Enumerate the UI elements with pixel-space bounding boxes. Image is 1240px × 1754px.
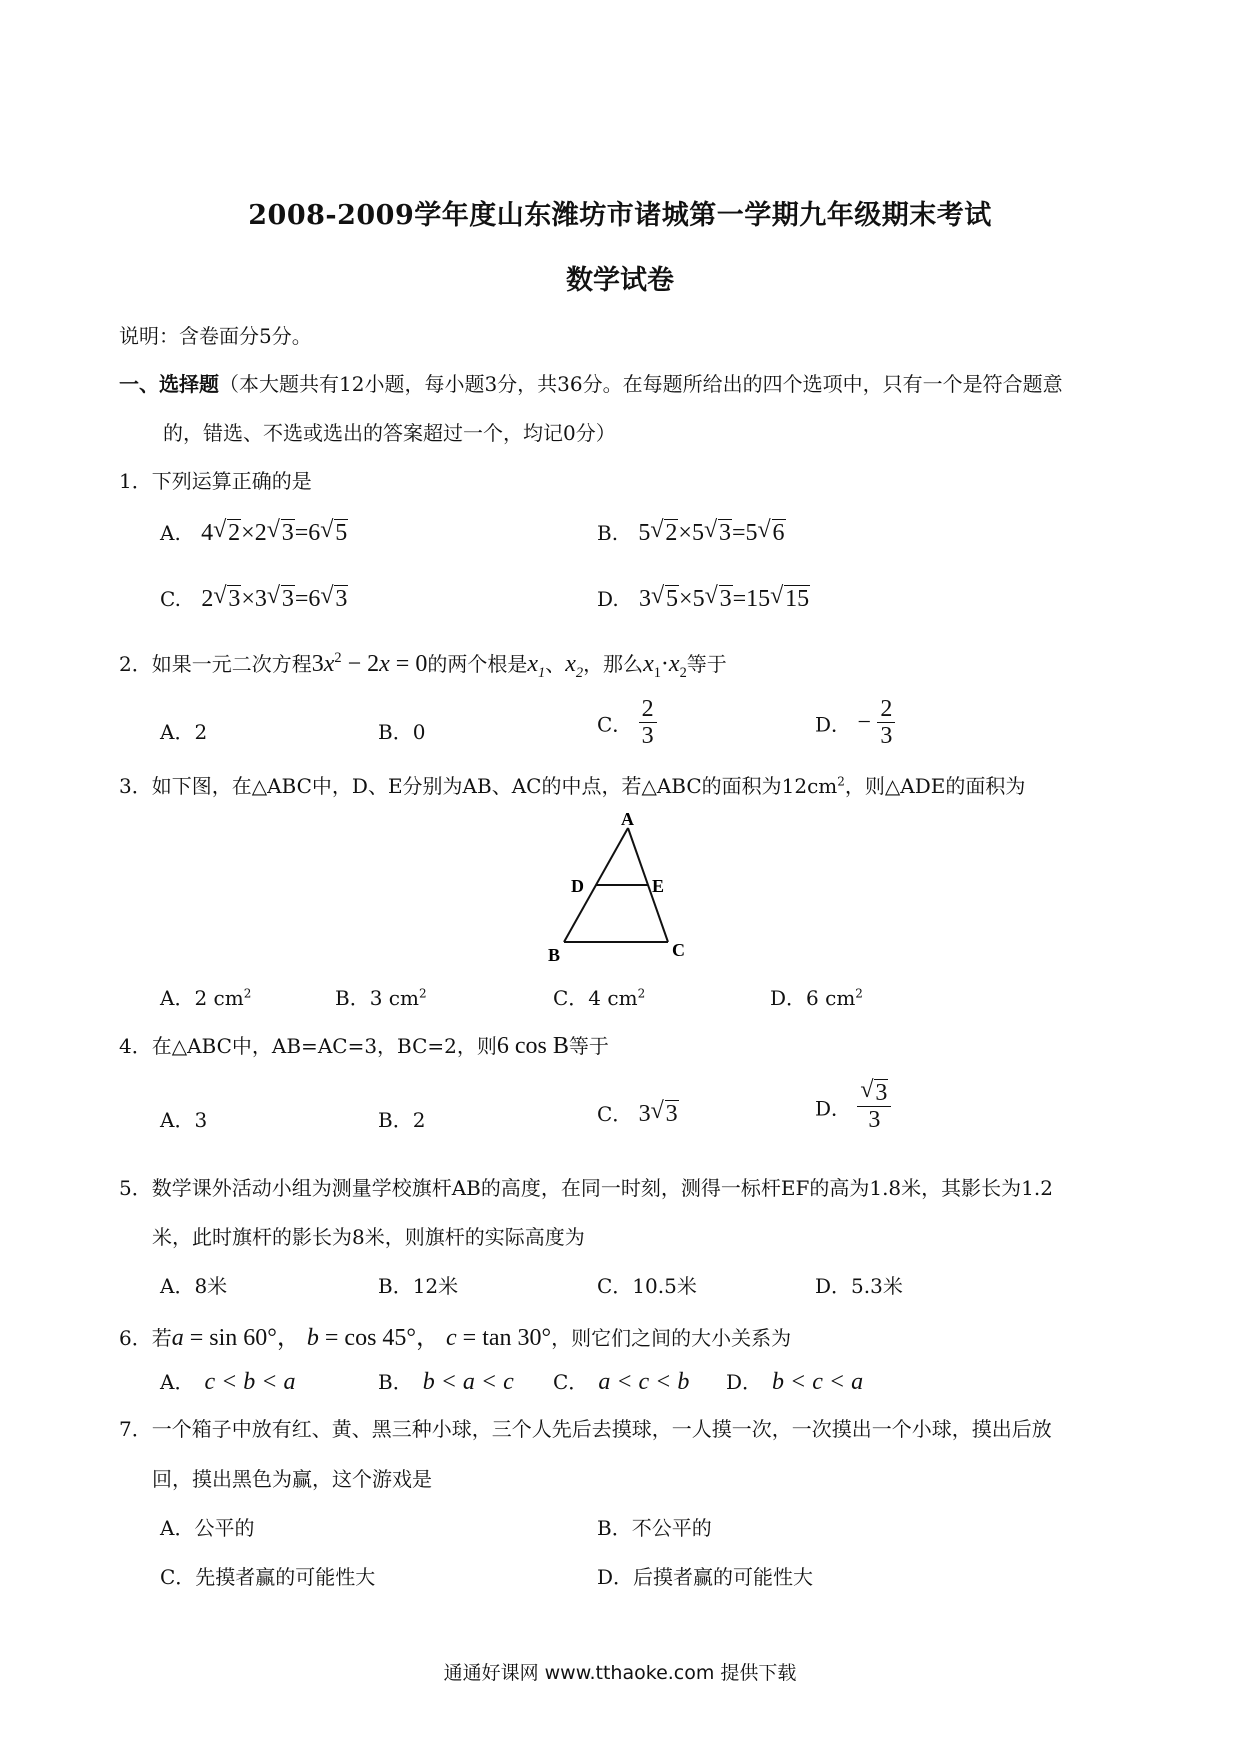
q1-option-b xyxy=(597,520,786,547)
q3-option-a xyxy=(160,982,251,1011)
q2-c-num: 2 xyxy=(639,696,657,723)
q1-option-c xyxy=(160,586,348,613)
q3-c-sup: 2 xyxy=(637,986,646,1001)
q1-option-d xyxy=(597,586,810,613)
q3-stem-sup: 2 xyxy=(837,774,845,789)
q5-option-b: B．12米 xyxy=(378,1274,459,1298)
q1-a-label: A. xyxy=(160,521,181,545)
q6-option-d xyxy=(726,1366,863,1396)
q7-option-b: B．不公平的 xyxy=(597,1516,712,1540)
q2-option-d xyxy=(815,696,895,750)
q2-equation: $3x^2 - 2x = 0$ xyxy=(311,650,428,677)
q5-option-d: D．5.3米 xyxy=(815,1274,903,1298)
q3-option-b xyxy=(335,982,427,1011)
q1-b-math: 5√ 2×5√ 3=5√ 6 xyxy=(638,520,785,546)
label-b: B xyxy=(548,945,561,965)
q6-stem xyxy=(119,1317,791,1352)
label-c: C xyxy=(672,940,685,960)
q2-stem-sep: 、 xyxy=(545,652,566,676)
q4-d-label: D． xyxy=(815,1096,852,1121)
q6-stem-suffix: ，则它们之间的大小关系为 xyxy=(551,1326,792,1350)
q3-stem xyxy=(119,770,1025,799)
exam-subtitle: 数学试卷 xyxy=(566,265,674,296)
q2-x2: $x_2$ xyxy=(565,651,584,681)
q3-stem-suffix: ，则△ADE的面积为 xyxy=(844,774,1026,798)
q4-d-num: √ 3 xyxy=(857,1080,891,1107)
q2-d-minus: − xyxy=(857,709,871,736)
q2-option-b: B．0 xyxy=(378,720,426,744)
q7-line2: 回，摸出黑色为赢，这个游戏是 xyxy=(152,1467,432,1491)
q1-stem: 1．下列运算正确的是 xyxy=(119,469,312,493)
q7-line1: 7．一个箱子中放有红、黄、黑三种小球，三个人先后去摸球，一人摸一次，一次摸出一个小球，摸出后放 xyxy=(119,1417,1052,1441)
q3-b-text: B．3 cm xyxy=(335,986,419,1010)
q2-d-num: 2 xyxy=(877,696,895,723)
q4-c-math: 3√ 3 xyxy=(639,1101,679,1127)
section-heading-line xyxy=(119,368,1063,397)
page-footer: 通通好课网 www.tthaoke.com 提供下载 xyxy=(443,1662,797,1684)
q5-option-c: C．10.5米 xyxy=(597,1274,697,1298)
q6-option-b xyxy=(378,1366,514,1396)
q7-option-d: D．后摸者赢的可能性大 xyxy=(597,1565,814,1589)
q3-stem-text: 3．如下图，在△ABC中，D、E分别为AB、AC的中点，若△ABC的面积为12cm xyxy=(119,774,838,798)
q5-line2: 米，此时旗杆的影长为8米，则旗杆的实际高度为 xyxy=(152,1225,585,1249)
q4-c-label: C． xyxy=(597,1102,633,1126)
q1-b-label: B. xyxy=(597,521,619,545)
q2-c-label: C． xyxy=(597,712,633,737)
q2-d-label: D． xyxy=(815,712,852,737)
exam-note: 说明：含卷面分5分。 xyxy=(119,324,312,348)
q1-c-label: C. xyxy=(160,587,181,611)
q6-c-label: C． xyxy=(553,1370,589,1394)
exam-title: 2008-2009学年度山东潍坊市诸城第一学期九年级期末考试 xyxy=(248,200,992,231)
label-e: E xyxy=(652,876,665,896)
q3-d-sup: 2 xyxy=(855,986,863,1001)
q3-triangle-figure xyxy=(540,812,710,972)
q2-stem-mid: 的两个根是 xyxy=(427,652,528,676)
q6-c-math: a < c < b xyxy=(598,1369,690,1395)
q4-d-fraction xyxy=(857,1080,891,1134)
q3-option-c xyxy=(553,982,645,1011)
q7-option-a: A．公平的 xyxy=(160,1516,255,1540)
q6-a-math: c < b < a xyxy=(204,1369,296,1395)
q4-option-d xyxy=(815,1080,891,1134)
q4-option-c xyxy=(597,1098,679,1128)
q1-d-label: D. xyxy=(597,587,619,611)
q4-stem-suffix: 等于 xyxy=(568,1034,609,1058)
q6-d-label: D． xyxy=(726,1370,763,1394)
q3-a-sup: 2 xyxy=(243,986,252,1001)
q2-d-den: 3 xyxy=(880,723,893,750)
q4-stem xyxy=(119,1030,609,1060)
q2-c-fraction xyxy=(639,696,657,750)
label-d: D xyxy=(571,876,584,896)
q3-c-text: C．4 cm xyxy=(553,986,638,1010)
q1-c-math: 2√ 3×3√ 3=6√ 3 xyxy=(201,586,348,612)
section-instruction-1: （本大题共有12小题，每小题3分，共36分。在每题所给出的四个选项中，只有一个是符合题意 xyxy=(219,372,1063,396)
q6-stem-prefix: 6．若 xyxy=(119,1326,172,1350)
q2-stem xyxy=(119,648,727,682)
q5-option-a: A．8米 xyxy=(160,1274,228,1298)
label-a: A xyxy=(621,812,634,829)
q3-d-text: D．6 cm xyxy=(770,986,856,1010)
q6-b-label: B． xyxy=(378,1370,413,1394)
q3-option-d xyxy=(770,982,863,1011)
q4-d-den: 3 xyxy=(868,1107,881,1134)
q2-product: $x_1\cdot x_2$ xyxy=(643,651,687,681)
q6-option-c xyxy=(553,1366,689,1396)
q6-stem-math: a = sin 60°， b = cos 45°， c = tan 30° xyxy=(171,1325,552,1351)
q4-option-b: B．2 xyxy=(378,1108,426,1132)
q7-option-c: C．先摸者赢的可能性大 xyxy=(160,1565,376,1589)
q2-c-den: 3 xyxy=(641,723,654,750)
q4-stem-math: 6 cos B xyxy=(496,1033,569,1059)
q4-option-a: A．3 xyxy=(160,1108,208,1132)
q6-a-label: A． xyxy=(160,1370,195,1394)
q1-a-math: 4√ 2×2√ 3=6√ 5 xyxy=(201,520,348,546)
q6-option-a xyxy=(160,1366,296,1396)
q3-b-sup: 2 xyxy=(418,986,427,1001)
q2-stem-prefix: 2．如果一元二次方程 xyxy=(119,652,312,676)
q2-option-a: A．2 xyxy=(160,720,208,744)
q2-stem-mid2: ，那么 xyxy=(583,652,644,676)
q6-d-math: b < c < a xyxy=(772,1369,864,1395)
q1-d-math: 3√ 5×5√ 3=15√ 15 xyxy=(639,586,810,612)
q3-a-text: A．2 cm xyxy=(160,986,244,1010)
q2-d-fraction xyxy=(877,696,895,750)
q2-stem-suffix: 等于 xyxy=(686,652,727,676)
section-instruction-2: 的，错选、不选或选出的答案超过一个，均记0分） xyxy=(163,421,616,445)
section-heading: 一、选择题 xyxy=(119,372,219,396)
q1-option-a xyxy=(160,520,348,547)
q6-b-math: b < a < c xyxy=(422,1369,514,1395)
q4-stem-prefix: 4．在△ABC中，AB=AC=3，BC=2，则 xyxy=(119,1034,497,1058)
q2-option-c xyxy=(597,696,657,750)
q2-x1: $x_1$ xyxy=(527,651,546,681)
q5-line1: 5．数学课外活动小组为测量学校旗杆AB的高度，在同一时刻，测得一标杆EF的高为1.8米，其影长为1.2 xyxy=(119,1176,1053,1200)
